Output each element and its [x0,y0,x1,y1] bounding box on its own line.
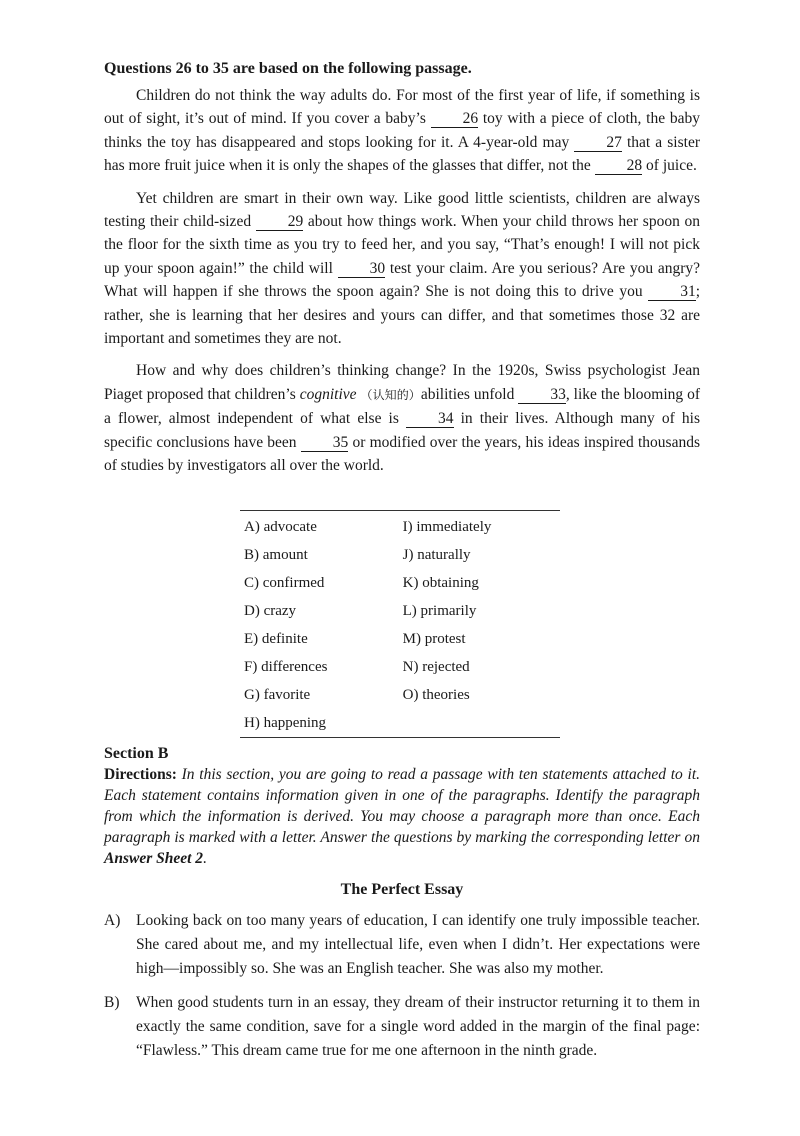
paragraph-label: A) [104,912,121,929]
essay-paragraph-a [104,909,700,982]
text-segment: How and why does children’s thinking change? In the 1920s, Swiss psychologist Jean Piaget proposed that children’s [104,362,700,403]
passage-paragraph-1 [104,84,700,178]
text-segment: or modified over the years, his ideas inspired thousands of studies by investigators all over the world. [104,433,700,475]
blank-29[interactable]: 29 [256,213,304,231]
text-segment: Yet children are smart in their own way. Like good little scientists, children are always testing their child-sized [104,189,700,231]
paragraph-text: Looking back on too many years of education, I can identify one truly impossible teacher. She cared about me, and my intellectual life, even when I didn’t. Her expectations were high—impossibly so. She was an English teacher. She was also my mother. [136,912,700,978]
answer-sheet-ref: Answer Sheet 2 [104,850,204,867]
word-bank-row [240,597,560,625]
text-segment: abilities unfold [420,385,519,403]
directions-body: In this section, you are going to read a passage with ten statements attached to it. Each statement contains information given in one of the paragraphs. Identify the paragraph from which the information is derived. You may choose a paragraph more than once. Each paragraph is marked with a letter. Answer the questions by marking the corresponding letter on [104,766,700,846]
text-segment: test your claim. Are you serious? Are you angry? What will happen if she throws the spoon again? She is not doing this to drive you [104,259,701,301]
word-bank-row [240,709,560,738]
text-segment: Children do not think the way adults do. For most of the first year of life, if something is out of sight, it’s out of mind. If you cover a baby’s [104,87,700,128]
chinese-gloss: （认知的） [360,387,421,402]
passage-paragraph-3 [104,359,700,477]
text-segment: toy with a piece of cloth, the baby thinks the toy has disappeared and stops looking for it. A 4-year-old may [104,110,700,151]
blank-35[interactable]: 35 [301,434,349,452]
word-option: J) naturally [402,546,471,563]
word-bank-row [240,681,560,709]
word-option: K) obtaining [402,574,479,591]
word-option: O) theories [402,686,470,703]
word-option: M) protest [402,630,466,647]
word-bank-row [240,653,560,681]
section-b [104,744,700,1072]
directions [104,764,700,869]
word-option: E) definite [244,630,308,647]
passage-paragraph-2 [104,187,700,351]
word-option: F) differences [244,658,328,675]
text-segment: that a sister has more fruit juice when it is only the shapes of the glasses that differ, not the [104,133,700,175]
word-option: L) primarily [402,602,477,619]
essay-paragraph-b [104,991,700,1064]
word-option: A) advocate [244,518,317,535]
directions-label: Directions: [104,766,177,783]
blank-31[interactable]: 31 [648,283,696,301]
text-segment: , like the blooming of a flower, almost independent of what else is [104,385,701,428]
text-segment: ; rather, she is learning that her desires and yours can differ, and that sometimes those 32 are important and sometimes they are not. [104,283,700,348]
text-segment: of juice. [642,157,697,175]
blank-28[interactable]: 28 [595,157,643,175]
word-bank-row [240,625,560,653]
blank-26[interactable]: 26 [431,110,479,128]
word-option: G) favorite [244,686,311,703]
word-bank-row [240,569,560,597]
directions-text [104,766,700,867]
paragraph-text: When good students turn in an essay, they dream of their instructor returning it to them in exactly the same condition, save for a single word added in the margin of the final page: “Flawless.” This dream came true for me one afternoon in the ninth grade. [136,993,700,1060]
word-option [383,709,560,738]
word-option: H) happening [244,714,327,731]
italic-term: cognitive [299,385,357,403]
word-option: I) immediately [402,518,492,535]
section-b-heading: Section B [104,745,169,762]
blank-30[interactable]: 30 [338,260,386,278]
word-bank-row [240,511,560,542]
blank-27[interactable]: 27 [574,134,622,152]
text-segment: in their lives. Although many of his specific conclusions have been [104,410,700,451]
word-option: D) crazy [244,602,297,619]
exam-page [104,58,701,1060]
word-bank-table [240,510,560,738]
questions-heading: Questions 26 to 35 are based on the following passage. [104,60,472,77]
word-option: N) rejected [402,658,470,675]
word-bank-row [240,541,560,569]
text-segment: about how things work. When your child throws her spoon on the floor for the sixth time as you try to feed her, and you say, “That’s enough! I will not pick up your spoon again!” the child will [104,213,700,277]
blank-33[interactable]: 33 [518,386,566,404]
essay-title: The Perfect Essay [340,881,464,898]
word-option: C) confirmed [244,574,325,591]
directions-end: . [203,850,207,867]
word-option: B) amount [244,546,308,563]
paragraph-label: B) [104,993,120,1011]
blank-34[interactable]: 34 [406,410,454,428]
